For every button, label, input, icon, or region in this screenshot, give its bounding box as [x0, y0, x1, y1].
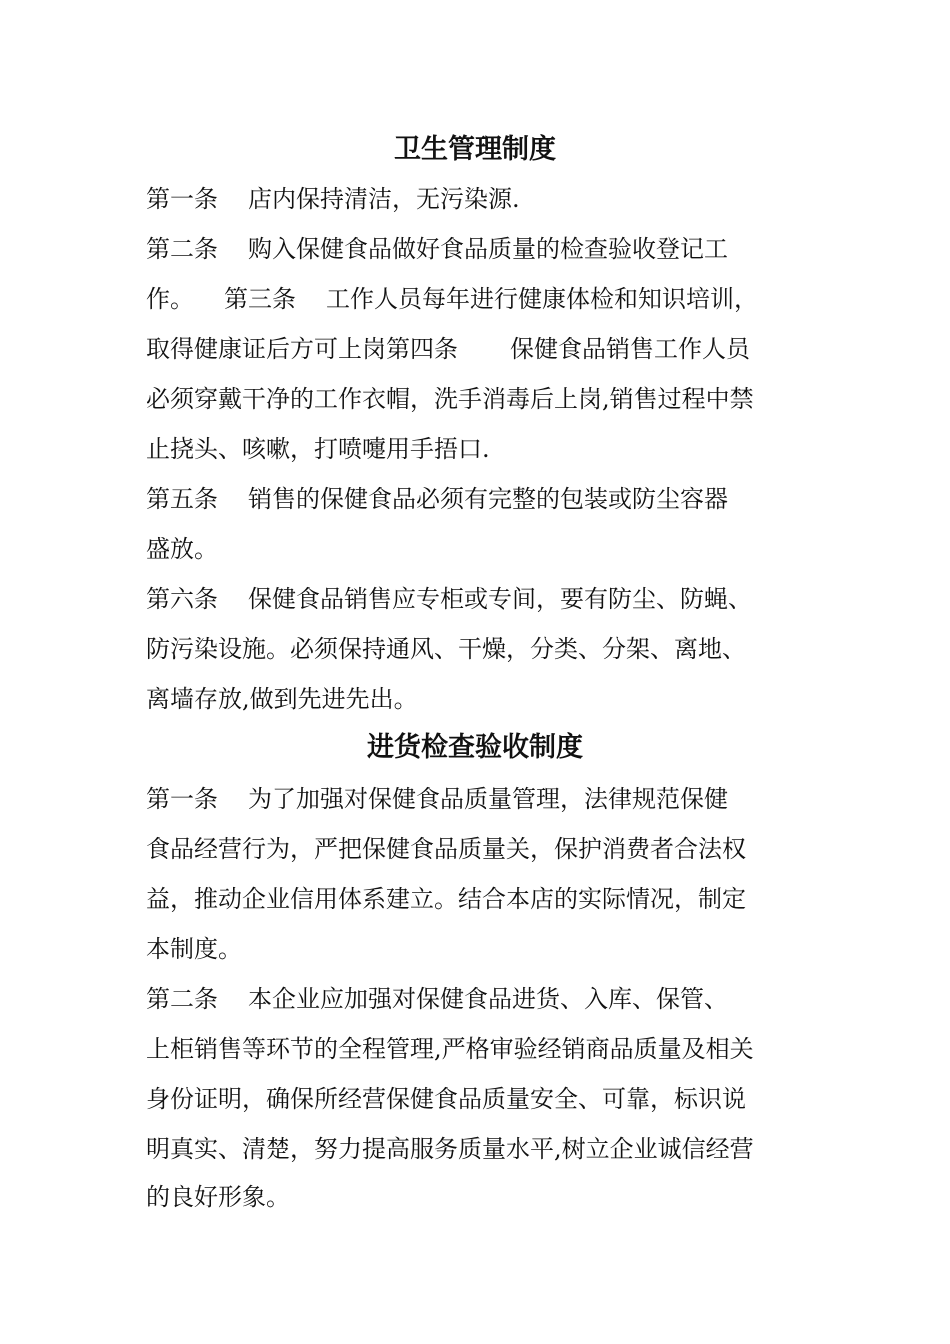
article-label: 第一条	[146, 185, 218, 213]
article-text: 必须穿戴干净的工作衣帽，洗手消毒后上岗,销售过程中禁	[146, 385, 754, 413]
section1-line-1	[146, 182, 846, 216]
section2-line-4	[146, 932, 846, 966]
section2-line-9	[146, 1180, 846, 1214]
section1-line-6	[146, 432, 846, 466]
section1-line-11	[146, 682, 846, 716]
article-text: 的良好形象。	[146, 1183, 290, 1211]
section1-line-10	[146, 632, 846, 666]
article-text: 为了加强对保健食品质量管理，法律规范保健	[248, 785, 728, 813]
section1-line-2	[146, 232, 846, 266]
section2-line-5	[146, 982, 846, 1016]
article-label: 第一条	[146, 785, 218, 813]
article-text: 销售的保健食品必须有完整的包装或防尘容器	[248, 485, 728, 513]
article-label: 第五条	[146, 485, 218, 513]
article-text: 作。	[146, 285, 194, 313]
section1-line-9	[146, 582, 846, 616]
section2-line-7	[146, 1082, 846, 1116]
section1-line-8	[146, 532, 846, 566]
article-text: 购入保健食品做好食品质量的检查验收登记工	[248, 235, 728, 263]
section2-line-3	[146, 882, 846, 916]
article-text: 身份证明，确保所经营保健食品质量安全、可靠，标识说	[146, 1085, 746, 1113]
article-text: 食品经营行为，严把保健食品质量关，保护消费者合法权	[146, 835, 746, 863]
article-label: 第二条	[146, 235, 218, 263]
article-text: 盛放。	[146, 535, 218, 563]
article-text: 明真实、清楚，努力提高服务质量水平,树立企业诚信经营	[146, 1135, 754, 1163]
article-text: 防污染设施。必须保持通风、干燥，分类、分架、离地、	[146, 635, 746, 663]
section2-line-8	[146, 1132, 846, 1166]
article-text: 本企业应加强对保健食品进货、入库、保管、	[248, 985, 728, 1013]
section1-line-5	[146, 382, 846, 416]
article-text: 离墙存放,做到先进先出。	[146, 685, 418, 713]
article-text: 本制度。	[146, 935, 242, 963]
section1-line-3	[146, 282, 846, 316]
article-text: 保健食品销售工作人员	[510, 335, 750, 363]
article-text: 店内保持清洁，无污染源.	[248, 185, 520, 213]
article-label: 第六条	[146, 585, 218, 613]
article-text: 保健食品销售应专柜或专间，要有防尘、防蝇、	[248, 585, 752, 613]
section2-title: 进货检查验收制度	[367, 732, 583, 763]
article-text: 益，推动企业信用体系建立。结合本店的实际情况，制定	[146, 885, 746, 913]
article-label: 第二条	[146, 985, 218, 1013]
article-text: 止挠头、咳嗽，打喷嚏用手捂口.	[146, 435, 490, 463]
article-text: 取得健康证后方可上岗第四条	[146, 335, 458, 363]
section1-line-7	[146, 482, 846, 516]
section1-line-4	[146, 332, 846, 366]
section2-line-2	[146, 832, 846, 866]
section2-line-6	[146, 1032, 846, 1066]
section1-title: 卫生管理制度	[394, 134, 556, 165]
article-text: 上柜销售等环节的全程管理,严格审验经销商品质量及相关	[146, 1035, 754, 1063]
article-label: 第三条	[224, 285, 296, 313]
section2-line-1	[146, 782, 846, 816]
article-text: 工作人员每年进行健康体检和知识培训，	[326, 285, 758, 313]
